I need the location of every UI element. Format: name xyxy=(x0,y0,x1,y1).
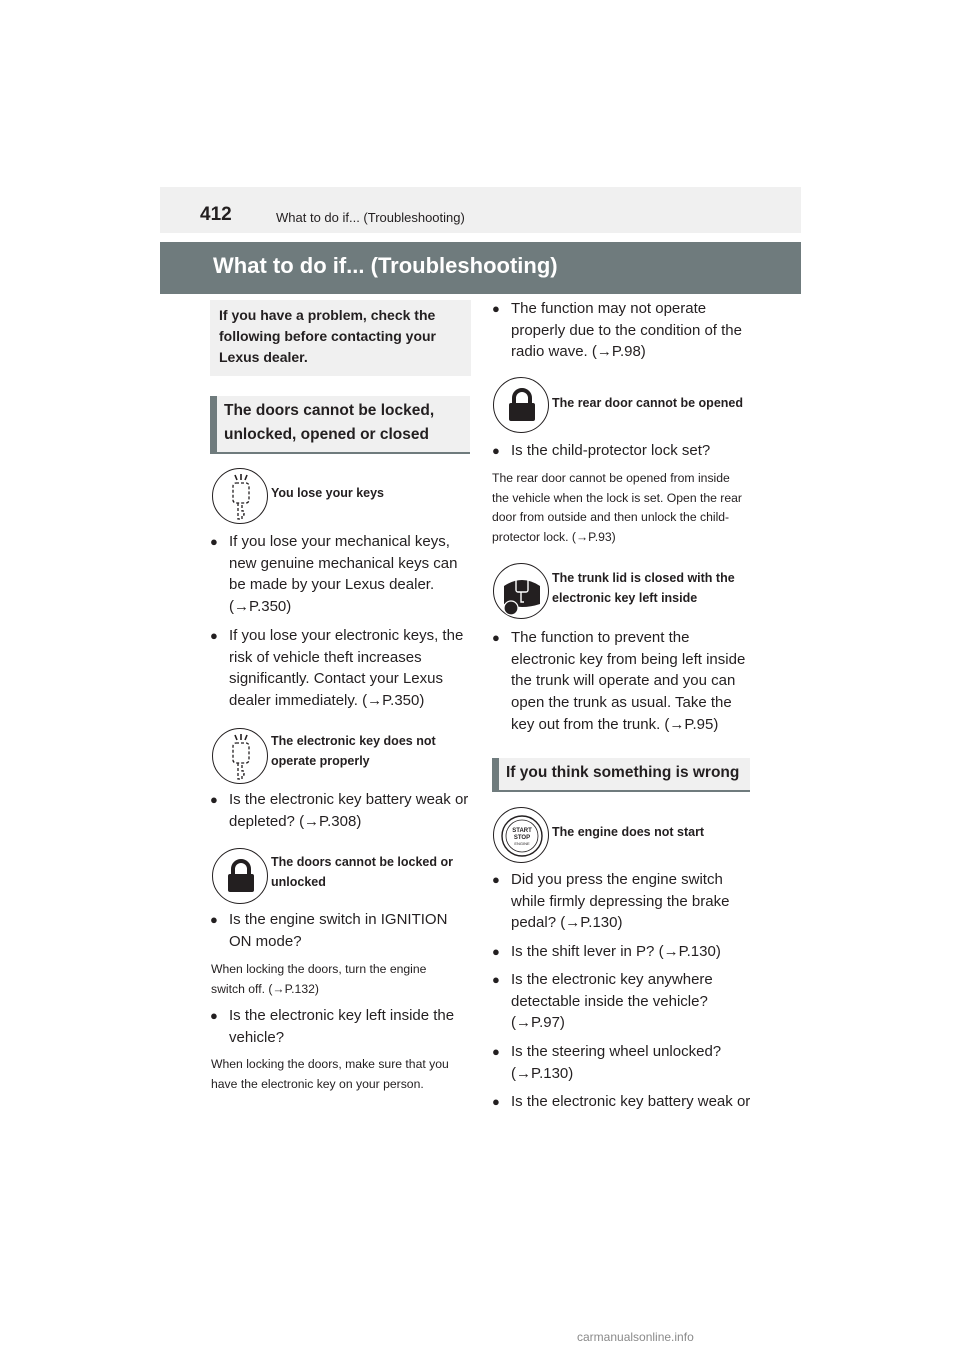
bullet-child-lock: ● Is the child-protector lock set? xyxy=(492,440,754,462)
lock-icon xyxy=(212,848,268,904)
bullet-ignition-on: ● Is the engine switch in IGNITION ON mode? xyxy=(210,911,448,950)
sub-heading-trunk: The trunk lid is closed with the electronic key left inside xyxy=(552,571,735,605)
running-header xyxy=(160,187,801,233)
page-number: 412 xyxy=(200,204,232,225)
bullet-icon: ● xyxy=(492,301,500,316)
bullet-icon: ● xyxy=(210,792,218,807)
bullet-key-battery-weak: ● Is the electronic key battery weak or xyxy=(492,1091,754,1113)
bullet-icon: ● xyxy=(492,944,500,959)
bullet-lose-mechanical-keys: ● If you lose your mechanical keys, new genuine mechanical keys can be made by your Lexus dealer. (→P.350) xyxy=(210,533,458,616)
trunk-key-icon xyxy=(493,563,549,619)
note-child-lock: The rear door cannot be opened from inside the vehicle when the lock is set. Open the rear door from outside and then unlock the child-protector lock. (→P.93) xyxy=(492,471,742,544)
section-heading-doors: The doors cannot be locked, unlocked, opened or closed xyxy=(210,396,470,454)
bullet-icon: ● xyxy=(492,1094,500,1109)
bullet-trunk-function: ● The function to prevent the electronic key from being left inside the trunk will operate and you can open the trunk as usual. Take the key out from the trunk. (→P.95) xyxy=(492,629,746,733)
icon-text-stop: STOP xyxy=(513,835,531,841)
sub-heading-rear-door: The rear door cannot be opened xyxy=(552,396,743,410)
bullet-shift-lever: ● Is the shift lever in P? (→P.130) xyxy=(492,941,754,963)
lock-icon xyxy=(493,377,549,433)
bullet-icon: ● xyxy=(210,1008,218,1023)
bullet-icon: ● xyxy=(492,443,500,458)
bullet-radio-wave: ● The function may not operate properly due to the condition of the radio wave. (→P.98) xyxy=(492,300,742,361)
sub-heading-lose-keys: You lose your keys xyxy=(271,486,385,500)
sub-heading-engine-not-start: The engine does not start xyxy=(552,825,705,839)
bullet-icon: ● xyxy=(492,872,500,887)
section-heading-something-wrong: If you think something is wrong xyxy=(492,758,750,792)
icon-text-engine: ENGINE xyxy=(514,841,530,846)
bullet-key-detectable: ● Is the electronic key anywhere detectable inside the vehicle? (→P.97) xyxy=(492,971,713,1032)
page-title: What to do if... (Troubleshooting) xyxy=(213,253,558,278)
bullet-lose-electronic-keys: ● If you lose your electronic keys, the risk of vehicle theft increases significantly. Contact your Lexus dealer immediately. (→P.350) xyxy=(210,627,464,710)
icon-text-start: START xyxy=(512,828,532,834)
bullet-icon: ● xyxy=(492,972,500,987)
intro-text: If you have a problem, check the following before contacting your Lexus dealer. xyxy=(219,307,436,365)
bullet-key-left-inside: ● Is the electronic key left inside the vehicle? xyxy=(210,1007,455,1046)
key-icon xyxy=(212,468,268,524)
bullet-brake-pedal: ● Did you press the engine switch while firmly depressing the brake pedal? (→P.130) xyxy=(492,871,730,932)
note-turn-engine-off: When locking the doors, turn the engine switch off. (→P.132) xyxy=(211,962,427,996)
bullet-icon: ● xyxy=(492,630,500,645)
bullet-icon: ● xyxy=(210,628,218,643)
watermark: carmanualsonline.info xyxy=(577,1330,694,1344)
bullet-icon: ● xyxy=(492,1044,500,1059)
engine-switch-icon xyxy=(493,807,549,863)
note-key-on-person: When locking the doors, make sure that you have the electronic key on your person. xyxy=(211,1057,449,1091)
bullet-steering-unlocked: ● Is the steering wheel unlocked? (→P.130) xyxy=(492,1043,722,1082)
key-icon xyxy=(212,728,268,784)
bullet-key-battery: ● Is the electronic key battery weak or depleted? (→P.308) xyxy=(210,791,469,830)
sub-heading-cannot-lock: The doors cannot be locked or unlocked xyxy=(271,855,453,889)
sub-heading-key-not-operate: The electronic key does not operate properly xyxy=(271,734,436,768)
bullet-icon: ● xyxy=(210,912,218,927)
bullet-icon: ● xyxy=(210,534,218,549)
running-title: What to do if... (Troubleshooting) xyxy=(276,210,465,225)
